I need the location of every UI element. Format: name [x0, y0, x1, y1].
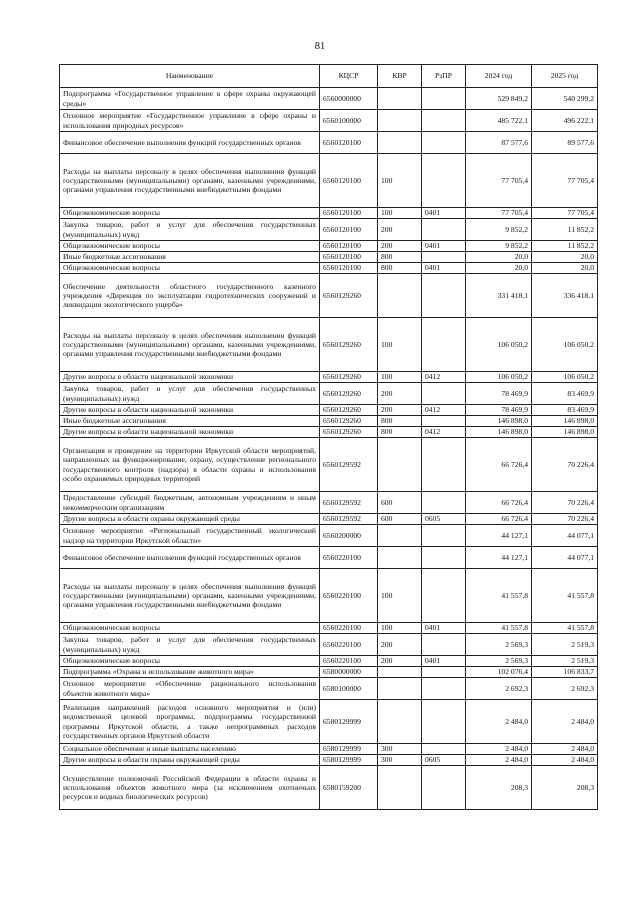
cell-y2024: 331 418,1 — [466, 274, 532, 318]
cell-y2025: 106 833,7 — [532, 667, 598, 678]
cell-y2024: 485 722,1 — [466, 110, 532, 132]
cell-rzpr: 0401 — [422, 656, 466, 667]
page-number: 81 — [314, 41, 326, 52]
cell-y2025: 2 519,3 — [532, 656, 598, 667]
cell-rzpr — [422, 154, 466, 208]
column-header-kvr: КВР — [378, 65, 422, 88]
cell-y2025: 496 222,1 — [532, 110, 598, 132]
cell-y2024: 208,3 — [466, 766, 532, 810]
table-row — [60, 514, 598, 525]
cell-rzpr — [422, 132, 466, 154]
cell-y2024: 2 484,0 — [466, 700, 532, 744]
cell-y2024: 106 050,2 — [466, 372, 532, 383]
cell-y2024: 106 050,2 — [466, 318, 532, 372]
cell-kvr — [378, 525, 422, 547]
cell-y2024: 44 127,1 — [466, 525, 532, 547]
cell-y2024: 66 726,4 — [466, 514, 532, 525]
cell-name: Закупка товаров, работ и услуг для обеспечения государственных (муниципальных) нужд — [60, 634, 320, 656]
cell-rzpr — [422, 667, 466, 678]
cell-kcsr: 6560120100 — [320, 132, 378, 154]
cell-y2025: 146 898,0 — [532, 416, 598, 427]
table-row — [60, 525, 598, 547]
cell-kvr — [378, 274, 422, 318]
cell-kvr: 100 — [378, 318, 422, 372]
cell-rzpr: 0605 — [422, 514, 466, 525]
table-row — [60, 219, 598, 241]
table-row — [60, 438, 598, 492]
cell-name: Осуществление полномочий Российской Федерации в области охраны и использования объектов животного мира (за исключением охотничьих ресурсов и водных биологических ресурсов) — [60, 766, 320, 810]
table-header-row — [60, 65, 598, 88]
cell-y2025: 77 705,4 — [532, 208, 598, 219]
cell-kvr: 200 — [378, 656, 422, 667]
cell-kvr: 800 — [378, 263, 422, 274]
cell-rzpr — [422, 525, 466, 547]
cell-kvr — [378, 766, 422, 810]
table-body — [60, 88, 598, 810]
cell-name: Расходы на выплаты персоналу в целях обеспечения выполнения функций государственными (муниципальными) органами, казенными учреждениями, органами управления государственными внебюджетными фондами — [60, 569, 320, 623]
cell-rzpr — [422, 88, 466, 110]
cell-kvr — [378, 678, 422, 700]
cell-name: Иные бюджетные ассигнования — [60, 416, 320, 427]
cell-rzpr — [422, 700, 466, 744]
cell-y2025: 77 705,4 — [532, 154, 598, 208]
table-row — [60, 667, 598, 678]
cell-kvr: 100 — [378, 208, 422, 219]
cell-y2024: 2 692,3 — [466, 678, 532, 700]
cell-rzpr — [422, 547, 466, 569]
cell-rzpr — [422, 318, 466, 372]
table-row — [60, 372, 598, 383]
cell-kcsr: 6560220100 — [320, 623, 378, 634]
cell-y2025: 540 299,2 — [532, 88, 598, 110]
table-row — [60, 634, 598, 656]
cell-kcsr: 6560129260 — [320, 383, 378, 405]
column-header-rzpr: РзПР — [422, 65, 466, 88]
cell-kcsr: 6580000000 — [320, 667, 378, 678]
cell-name: Финансовое обеспечение выполнения функций государственных органов — [60, 132, 320, 154]
cell-kvr — [378, 547, 422, 569]
table-row — [60, 263, 598, 274]
cell-rzpr — [422, 438, 466, 492]
cell-y2024: 41 557,8 — [466, 623, 532, 634]
cell-rzpr — [422, 766, 466, 810]
cell-name: Другие вопросы в области национальной экономики — [60, 427, 320, 438]
table-row — [60, 700, 598, 744]
cell-name: Иные бюджетные ассигнования — [60, 252, 320, 263]
cell-rzpr — [422, 383, 466, 405]
cell-y2024: 66 726,4 — [466, 438, 532, 492]
cell-y2024: 20,0 — [466, 252, 532, 263]
cell-rzpr: 0401 — [422, 241, 466, 252]
cell-y2025: 70 226,4 — [532, 492, 598, 514]
cell-y2025: 70 226,4 — [532, 438, 598, 492]
cell-rzpr: 0412 — [422, 372, 466, 383]
cell-y2025: 208,3 — [532, 766, 598, 810]
cell-y2025: 70 226,4 — [532, 514, 598, 525]
cell-y2024: 146 898,0 — [466, 416, 532, 427]
cell-kcsr: 6580159200 — [320, 766, 378, 810]
cell-y2025: 336 418,1 — [532, 274, 598, 318]
cell-rzpr: 0412 — [422, 405, 466, 416]
cell-kcsr: 6560120100 — [320, 252, 378, 263]
cell-kvr — [378, 700, 422, 744]
cell-rzpr: 0401 — [422, 208, 466, 219]
cell-y2024: 77 705,4 — [466, 208, 532, 219]
column-header-kcsr: КЦСР — [320, 65, 378, 88]
cell-y2025: 2 484,0 — [532, 755, 598, 766]
cell-y2025: 2 692,3 — [532, 678, 598, 700]
cell-y2025: 89 577,6 — [532, 132, 598, 154]
cell-kvr: 300 — [378, 744, 422, 755]
cell-y2024: 77 705,4 — [466, 154, 532, 208]
cell-y2024: 20,0 — [466, 263, 532, 274]
cell-kcsr: 6560129592 — [320, 492, 378, 514]
cell-y2025: 2 484,0 — [532, 744, 598, 755]
cell-rzpr: 0401 — [422, 623, 466, 634]
table-row — [60, 318, 598, 372]
cell-kcsr: 6580129999 — [320, 755, 378, 766]
cell-y2024: 2 484,0 — [466, 744, 532, 755]
cell-name: Расходы на выплаты персоналу в целях обеспечения выполнения функций государственными (муниципальными) органами, казенными учреждениями, органами управления государственными внебюджетными фондами — [60, 318, 320, 372]
cell-rzpr — [422, 569, 466, 623]
cell-kvr: 100 — [378, 372, 422, 383]
cell-kcsr: 6560129592 — [320, 438, 378, 492]
cell-y2024: 44 127,1 — [466, 547, 532, 569]
cell-y2024: 9 852,2 — [466, 241, 532, 252]
cell-kvr: 200 — [378, 219, 422, 241]
cell-y2024: 78 469,9 — [466, 405, 532, 416]
cell-name: Другие вопросы в области национальной экономики — [60, 372, 320, 383]
cell-rzpr — [422, 219, 466, 241]
cell-kcsr: 6560220100 — [320, 547, 378, 569]
cell-name: Обеспечение деятельности областного государственного казенного учреждения «Дирекция по эксплуатации гидротехнических сооружений и ликвидации экологического ущерба» — [60, 274, 320, 318]
cell-y2024: 529 849,2 — [466, 88, 532, 110]
cell-name: Общеэкономические вопросы — [60, 208, 320, 219]
table-row — [60, 241, 598, 252]
cell-name: Общеэкономические вопросы — [60, 623, 320, 634]
cell-y2025: 44 077,1 — [532, 547, 598, 569]
table-row — [60, 744, 598, 755]
cell-name: Другие вопросы в области охраны окружающей среды — [60, 755, 320, 766]
table-row — [60, 252, 598, 263]
cell-kcsr: 6560120100 — [320, 241, 378, 252]
table-row — [60, 274, 598, 318]
cell-kcsr: 6560220100 — [320, 656, 378, 667]
cell-name: Другие вопросы в области охраны окружающей среды — [60, 514, 320, 525]
table-row — [60, 755, 598, 766]
column-header-2025: 2025 год — [532, 65, 598, 88]
cell-kcsr: 6560120100 — [320, 219, 378, 241]
cell-name: Общеэкономические вопросы — [60, 263, 320, 274]
cell-rzpr — [422, 252, 466, 263]
cell-y2024: 41 557,8 — [466, 569, 532, 623]
cell-kvr: 200 — [378, 241, 422, 252]
table-row — [60, 492, 598, 514]
cell-kvr: 200 — [378, 383, 422, 405]
cell-y2024: 2 569,3 — [466, 656, 532, 667]
cell-y2025: 2 484,0 — [532, 700, 598, 744]
cell-kcsr: 6580129999 — [320, 700, 378, 744]
cell-name: Общеэкономические вопросы — [60, 656, 320, 667]
cell-y2025: 41 557,8 — [532, 623, 598, 634]
cell-rzpr — [422, 274, 466, 318]
cell-kvr: 600 — [378, 492, 422, 514]
cell-kvr: 800 — [378, 252, 422, 263]
cell-rzpr — [422, 492, 466, 514]
cell-rzpr: 0401 — [422, 263, 466, 274]
table-row — [60, 88, 598, 110]
cell-y2025: 11 852,2 — [532, 241, 598, 252]
cell-name: Расходы на выплаты персоналу в целях обеспечения выполнения функций государственными (муниципальными) органами, казенными учреждениями, органами управления государственными внебюджетными фондами — [60, 154, 320, 208]
cell-rzpr — [422, 416, 466, 427]
cell-kcsr: 6560129260 — [320, 274, 378, 318]
table-row — [60, 405, 598, 416]
cell-kcsr: 6560120100 — [320, 154, 378, 208]
cell-kvr: 300 — [378, 755, 422, 766]
cell-name: Предоставление субсидий бюджетным, автономным учреждениям и иным некоммерческим организациям — [60, 492, 320, 514]
cell-kvr — [378, 110, 422, 132]
cell-name: Другие вопросы в области национальной экономики — [60, 405, 320, 416]
table-row — [60, 766, 598, 810]
cell-y2024: 9 852,2 — [466, 219, 532, 241]
cell-y2025: 106 050,2 — [532, 318, 598, 372]
cell-y2024: 2 569,3 — [466, 634, 532, 656]
cell-name: Реализация направлений расходов основного мероприятия и (или) ведомственной целевой программы, подпрограммы государственной программы Иркутской области, а также непрограммных расходов государственных органов Иркутской области — [60, 700, 320, 744]
cell-name: Финансовое обеспечение выполнения функций государственных органов — [60, 547, 320, 569]
cell-kvr: 800 — [378, 416, 422, 427]
table-row — [60, 569, 598, 623]
cell-name: Основное мероприятие «Обеспечение рационального использования объектов животного мира» — [60, 678, 320, 700]
cell-name: Подпрограмма «Охрана и использование животного мира» — [60, 667, 320, 678]
cell-rzpr: 0412 — [422, 427, 466, 438]
table-row — [60, 656, 598, 667]
cell-kcsr: 6560220100 — [320, 569, 378, 623]
table-row — [60, 416, 598, 427]
cell-rzpr — [422, 110, 466, 132]
cell-rzpr: 0605 — [422, 755, 466, 766]
table-row — [60, 547, 598, 569]
cell-kcsr: 6560129260 — [320, 405, 378, 416]
cell-kcsr: 6560129592 — [320, 514, 378, 525]
cell-kvr — [378, 88, 422, 110]
cell-y2025: 20,0 — [532, 252, 598, 263]
cell-y2025: 83 469,9 — [532, 405, 598, 416]
cell-kcsr: 6560129260 — [320, 427, 378, 438]
cell-y2024: 146 898,0 — [466, 427, 532, 438]
cell-rzpr — [422, 678, 466, 700]
cell-kcsr: 6560120100 — [320, 208, 378, 219]
cell-kvr: 100 — [378, 154, 422, 208]
table-row — [60, 383, 598, 405]
table-row — [60, 678, 598, 700]
table-row — [60, 154, 598, 208]
table-row — [60, 623, 598, 634]
cell-kcsr: 6580129999 — [320, 744, 378, 755]
cell-kcsr: 6560129260 — [320, 372, 378, 383]
cell-y2024: 78 469,9 — [466, 383, 532, 405]
cell-kvr: 200 — [378, 634, 422, 656]
cell-kcsr: 6580100000 — [320, 678, 378, 700]
table-row — [60, 208, 598, 219]
cell-name: Социальное обеспечение и иные выплаты населению — [60, 744, 320, 755]
cell-kvr — [378, 132, 422, 154]
cell-rzpr — [422, 744, 466, 755]
cell-y2024: 102 076,4 — [466, 667, 532, 678]
cell-y2025: 41 557,8 — [532, 569, 598, 623]
cell-kvr — [378, 438, 422, 492]
cell-kvr: 200 — [378, 405, 422, 416]
cell-y2025: 83 469,9 — [532, 383, 598, 405]
cell-kvr: 800 — [378, 427, 422, 438]
cell-kcsr: 6560129260 — [320, 416, 378, 427]
cell-kcsr: 6560200000 — [320, 525, 378, 547]
cell-kvr: 600 — [378, 514, 422, 525]
table-row — [60, 110, 598, 132]
table-row — [60, 427, 598, 438]
cell-y2025: 11 852,2 — [532, 219, 598, 241]
budget-table — [59, 64, 598, 810]
cell-name: Закупка товаров, работ и услуг для обеспечения государственных (муниципальных) нужд — [60, 383, 320, 405]
cell-name: Основное мероприятие «Государственное управление в сфере охраны и использования природных ресурсов» — [60, 110, 320, 132]
cell-name: Основное мероприятие «Региональный государственный экологический надзор на территории Иркутской области» — [60, 525, 320, 547]
cell-kcsr: 6560220100 — [320, 634, 378, 656]
cell-y2025: 146 898,0 — [532, 427, 598, 438]
cell-y2025: 44 077,1 — [532, 525, 598, 547]
cell-kvr — [378, 667, 422, 678]
cell-kvr: 100 — [378, 569, 422, 623]
cell-name: Подпрограмма «Государственное управление в сфере охраны окружающей среды» — [60, 88, 320, 110]
cell-name: Организация и проведение на территории Иркутской области мероприятий, направленных на функционирование, охрану, осуществление регионального государственного контроля (надзора) в области охраны и использования особо охраняемых природных территорий — [60, 438, 320, 492]
cell-kcsr: 6560100000 — [320, 110, 378, 132]
column-header-2024: 2024 год — [466, 65, 532, 88]
cell-kvr: 100 — [378, 623, 422, 634]
cell-y2024: 66 726,4 — [466, 492, 532, 514]
cell-y2025: 2 519,3 — [532, 634, 598, 656]
cell-kcsr: 6560129260 — [320, 318, 378, 372]
cell-kcsr: 6560120100 — [320, 263, 378, 274]
column-header-name: Наименование — [60, 65, 320, 88]
table-row — [60, 132, 598, 154]
cell-y2024: 2 484,0 — [466, 755, 532, 766]
cell-kcsr: 6560000000 — [320, 88, 378, 110]
cell-rzpr — [422, 634, 466, 656]
cell-name: Общеэкономические вопросы — [60, 241, 320, 252]
cell-y2025: 106 050,2 — [532, 372, 598, 383]
cell-y2024: 87 577,6 — [466, 132, 532, 154]
cell-name: Закупка товаров, работ и услуг для обеспечения государственных (муниципальных) нужд — [60, 219, 320, 241]
cell-y2025: 20,0 — [532, 263, 598, 274]
